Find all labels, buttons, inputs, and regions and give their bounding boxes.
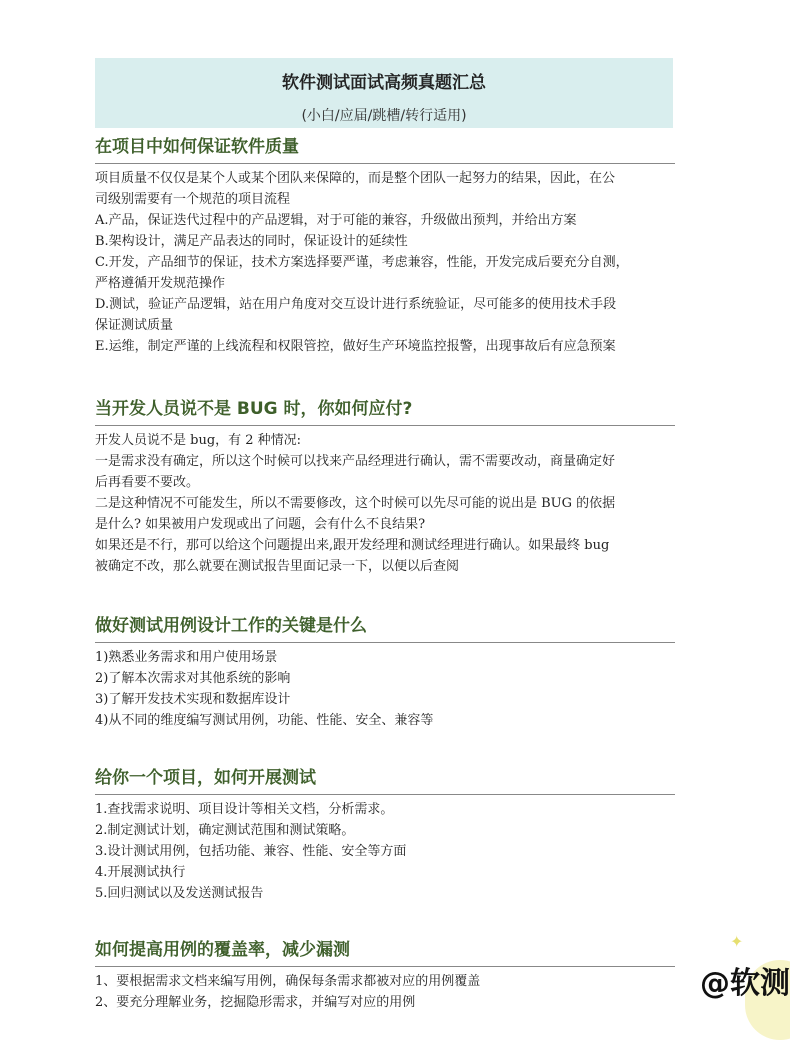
section-heading: 在项目中如何保证软件质量 [95, 137, 299, 157]
section-quality [95, 136, 675, 357]
page-title: 软件测试面试高频真题汇总 [282, 73, 486, 93]
section-heading: 给你一个项目，如何开展测试 [95, 768, 316, 788]
section-divider [95, 966, 675, 967]
section-test-case-key [95, 615, 675, 731]
text-line: 被确定不改，那么就要在测试报告里面记录一下，以便以后查阅 [95, 559, 460, 574]
section-start-testing [95, 767, 675, 904]
section-heading: 当开发人员说不是 BUG 时，你如何应付? [95, 399, 413, 419]
text-line: E.运维，制定严谨的上线流程和权限管控，做好生产环境监控报警，出现事故后有应急预案 [95, 339, 616, 354]
list-item: 3)了解开发技术实现和数据库设计 [95, 692, 291, 707]
text-line: 司级别需要有一个规范的项目流程 [95, 192, 291, 207]
section-divider [95, 163, 675, 164]
list-item: 1、要根据需求文档来编写用例，确保每条需求都被对应的用例覆盖 [95, 974, 481, 989]
text-line: 是什么? 如果被用户发现或出了问题，会有什么不良结果? [95, 517, 426, 532]
text-line: 严格遵循开发规范操作 [95, 276, 226, 291]
section-heading: 如何提高用例的覆盖率，减少漏测 [95, 940, 350, 960]
list-item: 5.回归测试以及发送测试报告 [95, 886, 264, 901]
text-line: A.产品，保证迭代过程中的产品逻辑，对于可能的兼容，升级做出预判，并给出方案 [95, 213, 577, 228]
list-item: 2、要充分理解业务，挖掘隐形需求，并编写对应的用例 [95, 995, 416, 1010]
list-item: 2)了解本次需求对其他系统的影响 [95, 671, 291, 686]
section-divider [95, 425, 675, 426]
list-item: 1)熟悉业务需求和用户使用场景 [95, 650, 278, 665]
section-coverage [95, 939, 675, 1013]
page-subtitle: (小白/应届/跳槽/转行适用) [301, 108, 467, 124]
text-line: 保证测试质量 [95, 318, 174, 333]
title-banner [95, 58, 673, 128]
sparkle-icon: ✦ [730, 932, 744, 951]
section-divider [95, 642, 675, 643]
text-line: D.测试，验证产品逻辑，站在用户角度对交互设计进行系统验证，尽可能多的使用技术手段 [95, 297, 617, 312]
text-line: 一是需求没有确定，所以这个时候可以找来产品经理进行确认，需不需要改动，商量确定好 [95, 454, 616, 469]
text-line: 二是这种情况不可能发生，所以不需要修改，这个时候可以先尽可能的说出是 BUG 的依据 [95, 496, 616, 511]
text-line: C.开发，产品细节的保证，技术方案选择要严谨，考虑兼容，性能，开发完成后要充分自测， [95, 255, 629, 270]
list-item: 4.开展测试执行 [95, 865, 186, 880]
text-line: 如果还是不行，那可以给这个问题提出来,跟开发经理和测试经理进行确认。如果最终 bug [95, 538, 610, 553]
list-item: 4)从不同的维度编写测试用例，功能、性能、安全、兼容等 [95, 713, 434, 728]
section-divider [95, 794, 675, 795]
list-item: 2.制定测试计划，确定测试范围和测试策略。 [95, 823, 355, 838]
section-not-a-bug [95, 398, 675, 577]
list-item: 1.查找需求说明、项目设计等相关文档，分析需求。 [95, 802, 394, 817]
text-line: 开发人员说不是 bug，有 2 种情况: [95, 433, 302, 448]
text-line: 项目质量不仅仅是某个人或某个团队来保障的，而是整个团队一起努力的结果，因此，在公 [95, 171, 616, 186]
text-line: B.架构设计，满足产品表达的同时，保证设计的延续性 [95, 234, 408, 249]
text-line: 后再看要不要改。 [95, 475, 200, 490]
list-item: 3.设计测试用例，包括功能、兼容、性能、安全等方面 [95, 844, 407, 859]
watermark-logo: @软测 [700, 966, 790, 1001]
section-heading: 做好测试用例设计工作的关键是什么 [95, 616, 367, 636]
